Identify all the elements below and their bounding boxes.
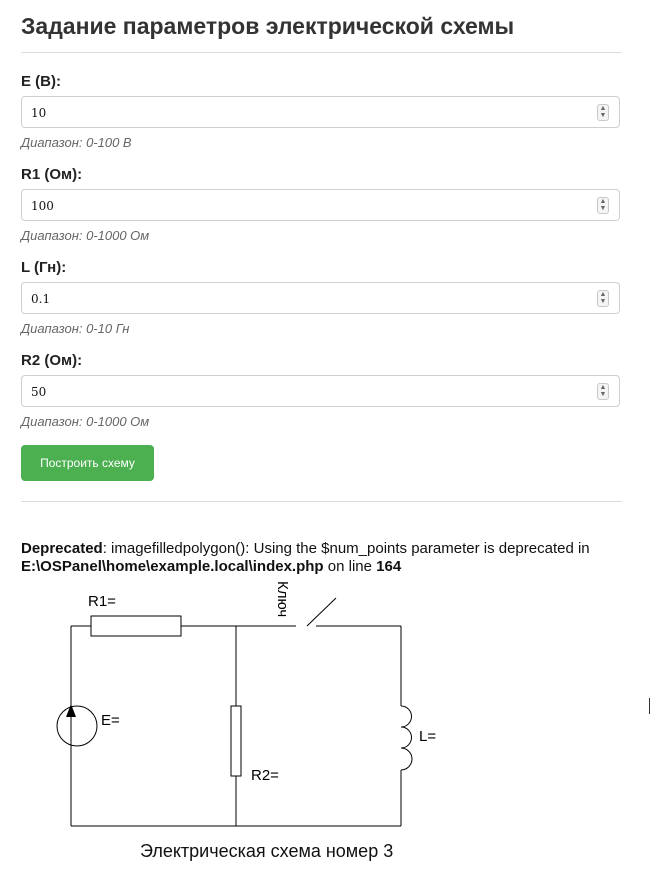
page-title: Задание параметров электрической схемы [21,13,515,39]
e-hint: Диапазон: 0-100 В [21,135,132,150]
warning-file: E:\OSPanel\home\example.local\index.php [21,558,324,575]
r1-input-value: 100 [31,199,54,213]
switch-blade [307,598,336,626]
php-warning [21,540,641,576]
resistor-r2 [231,706,241,776]
r2-input[interactable] [21,375,620,407]
r1-label: R1 (Ом): [21,166,83,183]
label-r2: R2= [251,767,279,784]
r1-input[interactable] [21,189,620,221]
circuit-caption: Электрическая схема номер 3 [140,841,394,861]
e-input[interactable] [21,96,620,128]
label-e: E= [101,712,120,729]
source-e [57,706,97,746]
divider [21,52,622,53]
e-label: E (В): [21,73,61,90]
e-spinner[interactable] [597,104,609,121]
spin-down-icon[interactable]: ▼ [599,112,607,119]
r2-hint: Диапазон: 0-1000 Ом [21,414,150,429]
warning-prefix: Deprecated [21,540,103,557]
build-scheme-button[interactable]: Построить схему [21,445,154,481]
spin-up-icon[interactable]: ▲ [599,291,607,298]
divider [21,501,622,502]
resistor-r1 [91,616,181,636]
inductor-l [401,706,412,770]
label-r1: R1= [88,593,116,610]
circuit-diagram [0,575,651,840]
r2-input-value: 50 [31,385,47,399]
spin-up-icon[interactable]: ▲ [599,384,607,391]
r2-label: R2 (Ом): [21,352,83,369]
edge-mark [649,698,650,714]
spin-up-icon[interactable]: ▲ [599,105,607,112]
l-input-value: 0.1 [31,292,51,306]
spin-down-icon[interactable]: ▼ [599,205,607,212]
r1-spinner[interactable] [597,197,609,214]
l-label: L (Гн): [21,259,67,276]
r2-spinner[interactable] [597,383,609,400]
spin-up-icon[interactable]: ▲ [599,198,607,205]
e-input-value: 10 [31,106,47,120]
warning-message: : imagefilledpolygon(): Using the $num_points parameter is deprecated in [102,540,590,557]
l-input[interactable] [21,282,620,314]
l-hint: Диапазон: 0-10 Гн [21,321,130,336]
warning-on-line: on line [323,558,377,575]
spin-down-icon[interactable]: ▼ [599,298,607,305]
label-key: Ключ [274,581,291,618]
r1-hint: Диапазон: 0-1000 Ом [21,228,150,243]
l-spinner[interactable] [597,290,609,307]
spin-down-icon[interactable]: ▼ [599,391,607,398]
warning-line: 164 [376,558,402,575]
label-l: L= [419,728,437,745]
